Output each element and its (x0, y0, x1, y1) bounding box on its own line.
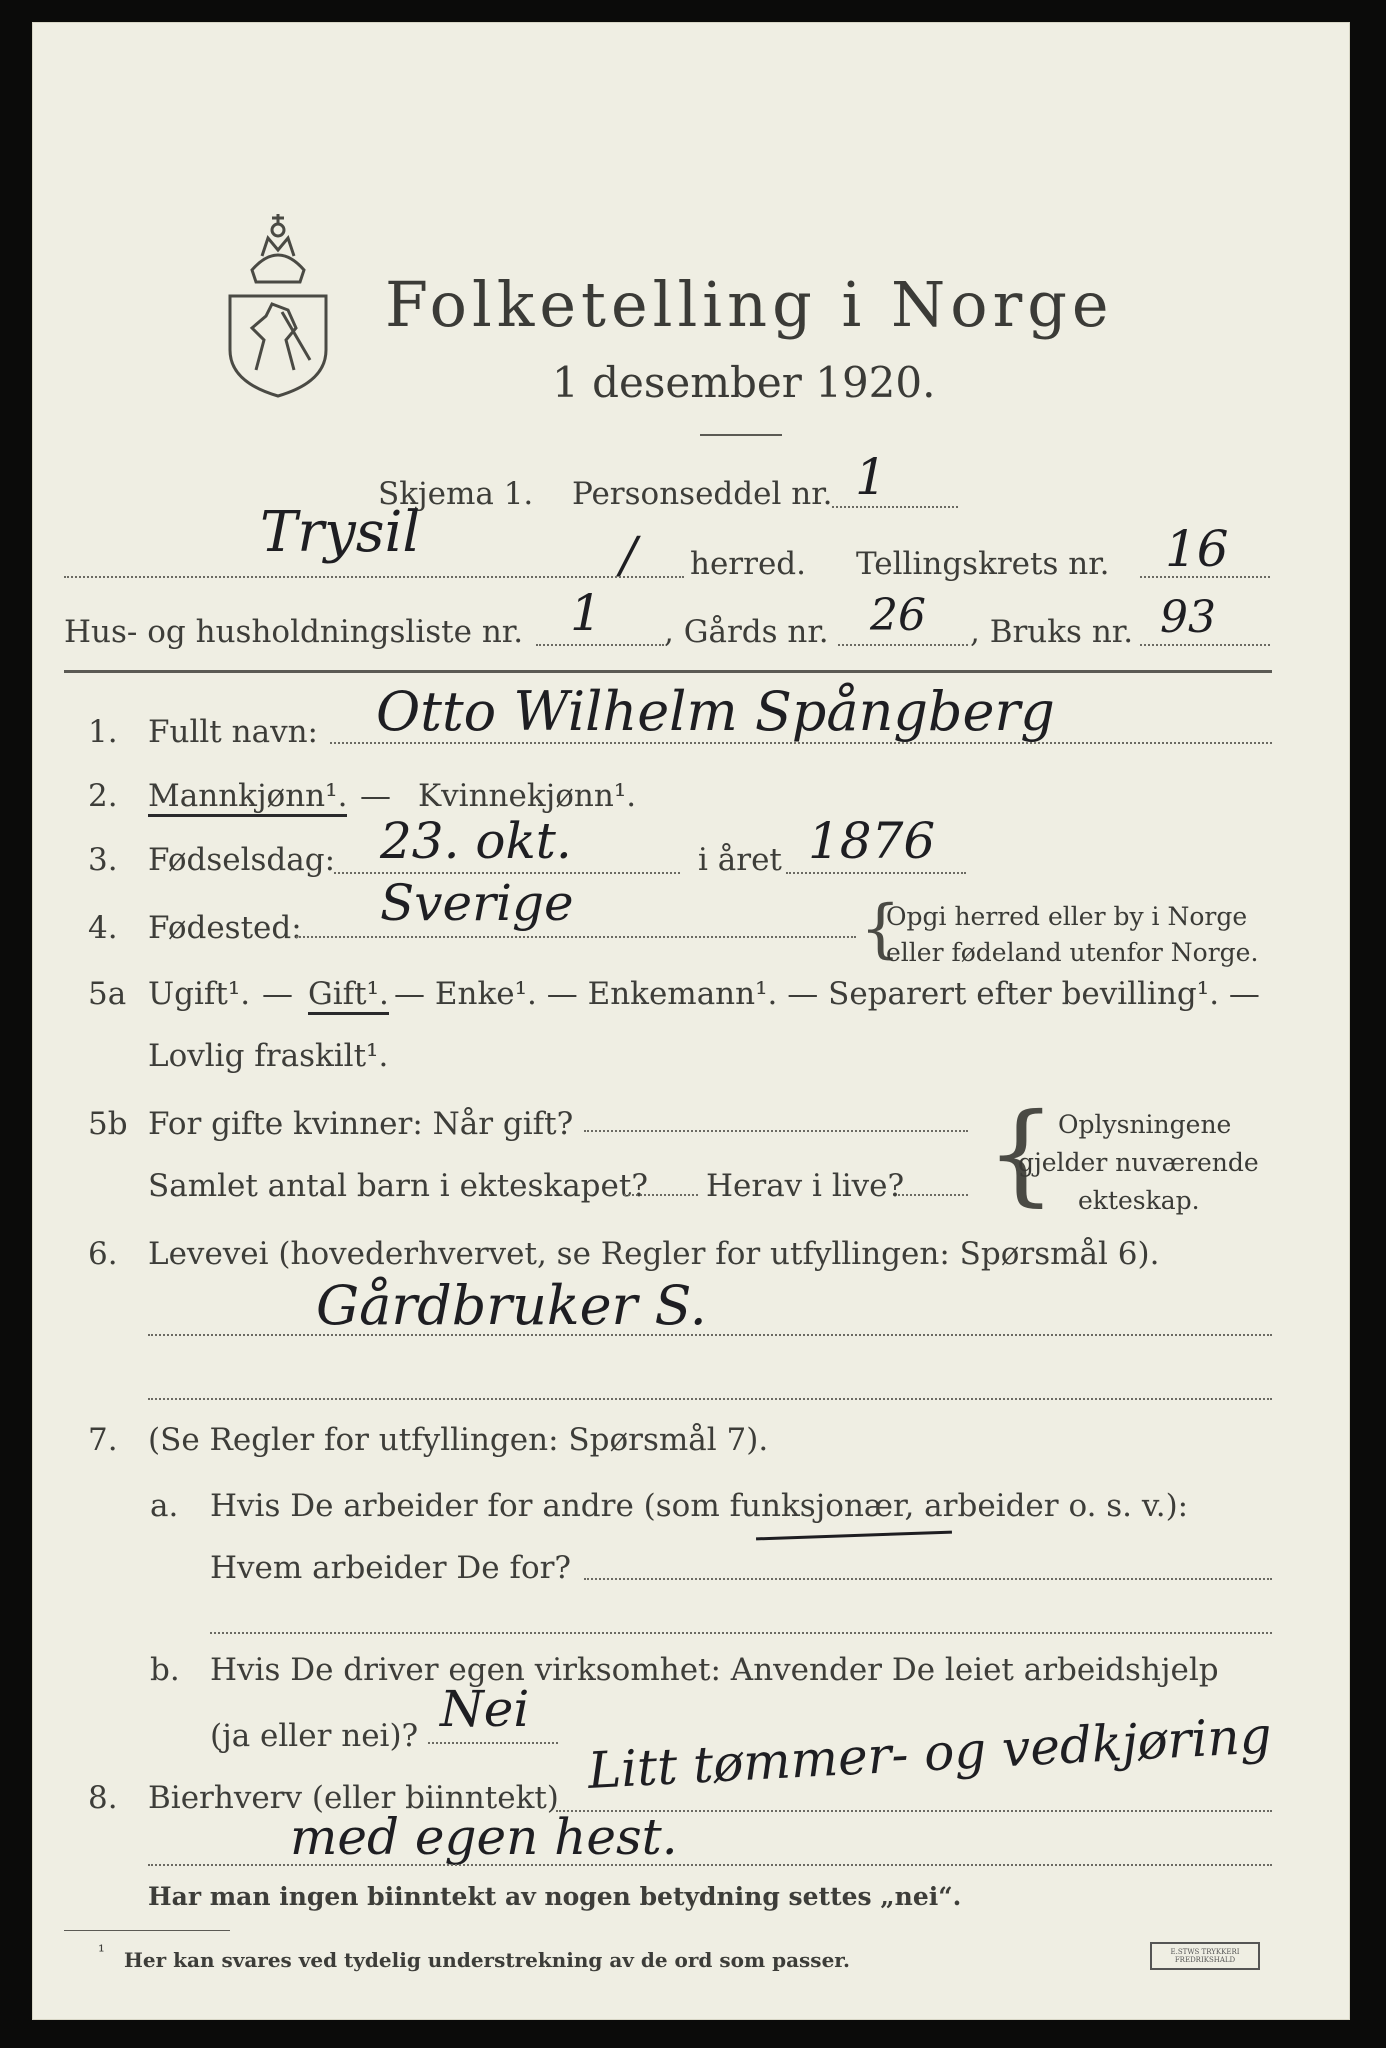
q5b-note1: Oplysningene (1058, 1110, 1232, 1139)
q5b-line2a: Samlet antal barn i ekteskapet? (148, 1168, 648, 1204)
q7a-line3-fill (210, 1632, 1272, 1634)
q5b-line1-fill (584, 1130, 968, 1132)
q3-year-line (786, 872, 966, 874)
bruks-label: , Bruks nr. (970, 614, 1134, 650)
herred-line (64, 576, 684, 578)
gards-value: 26 (870, 590, 926, 641)
q5b-line1: For gifte kvinner: Når gift? (148, 1106, 574, 1142)
q7b-value: Nei (440, 1680, 530, 1738)
footer-note: Har man ingen biinntekt av nogen betydning settes „nei“. (148, 1882, 962, 1911)
q4-note-line1: Opgi herred eller by i Norge (886, 902, 1248, 931)
q4-value: Sverige (380, 874, 574, 932)
form-date: 1 desember 1920. (552, 358, 936, 407)
q5a-separator: — (262, 976, 293, 1012)
personseddel-label: Personseddel nr. (572, 476, 833, 512)
q5a-rest: — Enke¹. — Enkemann¹. — Separert efter bevilling¹. — (394, 976, 1260, 1012)
q4-brace: { (860, 892, 901, 966)
q3-year-value: 1876 (808, 812, 936, 870)
q8-number: 8. (88, 1780, 118, 1816)
tellingskrets-value: 16 (1165, 520, 1229, 578)
q7-label: (Se Regler for utfyllingen: Spørsmål 7). (148, 1422, 769, 1458)
q7a-line1: Hvis De arbeider for andre (som funksjonær, arbeider o. s. v.): (210, 1488, 1189, 1524)
q5b-line2a-fill (624, 1194, 698, 1196)
q6-line1 (148, 1334, 1272, 1336)
q4-number: 4. (88, 910, 118, 946)
q8-label: Bierhverv (eller biinntekt) (148, 1780, 559, 1816)
q4-label: Fødested: (148, 910, 302, 946)
q1-value: Otto Wilhelm Spångberg (376, 680, 1055, 743)
hus-line (536, 644, 664, 646)
q2-number: 2. (88, 778, 118, 814)
q3-number: 3. (88, 842, 118, 878)
form-title: Folketelling i Norge (385, 268, 1114, 341)
herred-label: herred. (690, 546, 806, 582)
q1-number: 1. (88, 714, 118, 750)
q7b-line1: Hvis De driver egen virksomhet: Anvender De leiet arbeidshjelp (210, 1652, 1219, 1688)
q6-value: Gårdbruker S. (316, 1274, 707, 1337)
footnote-text: Her kan svares ved tydelig understrekning av de ord som passer. (124, 1948, 850, 1972)
personseddel-line (832, 506, 958, 508)
q3-year-label: i året (698, 842, 782, 878)
q4-line (296, 936, 856, 938)
herred-mark: / (620, 526, 637, 584)
printer-stamp: E.STWS TRYKKERI FREDRIKSHALD (1150, 1942, 1260, 1970)
q5b-note2: gjelder nuværende (1018, 1148, 1259, 1177)
q4-note-line2: eller fødeland utenfor Norge. (886, 938, 1259, 967)
footnote-rule (64, 1930, 230, 1931)
q2-female: Kvinnekjønn¹. (418, 778, 637, 814)
q8-value-line1: Litt tømmer- og vedkjøring (586, 1706, 1274, 1800)
q6-label: Levevei (hovederhvervet, se Regler for utfyllingen: Spørsmål 6). (148, 1236, 1160, 1272)
q2-male: Mannkjønn¹. (148, 778, 347, 817)
q5b-number: 5b (88, 1106, 128, 1142)
q2-separator: — (360, 778, 391, 814)
coat-of-arms-icon (222, 200, 334, 400)
q5a-gift: Gift¹. (308, 976, 389, 1015)
q5b-note3: ekteskap. (1078, 1186, 1200, 1215)
q3-value: 23. okt. (380, 812, 572, 870)
q5a-number: 5a (88, 976, 127, 1012)
q5b-line2b: Herav i live? (706, 1168, 905, 1204)
footnote-mark: ¹ (98, 1942, 105, 1962)
q6-line2 (148, 1398, 1272, 1400)
hus-value: 1 (570, 584, 602, 642)
hus-label: Hus- og husholdningsliste nr. (64, 614, 524, 650)
header-separator (64, 670, 1272, 673)
personseddel-value: 1 (855, 448, 887, 506)
q7-number: 7. (88, 1422, 118, 1458)
herred-value: Trysil (260, 500, 421, 565)
q5a-ugift: Ugift¹. (148, 976, 251, 1012)
q5a-line2: Lovlig fraskilt¹. (148, 1038, 389, 1074)
bruks-value: 93 (1160, 592, 1216, 643)
q7b-number: b. (150, 1652, 180, 1688)
q7b-line2-fill (428, 1742, 558, 1744)
q7a-line2-fill (584, 1578, 1272, 1580)
q5b-brace: { (986, 1089, 1056, 1217)
gards-line (838, 644, 968, 646)
bruks-line (1140, 644, 1270, 646)
q8-value-line2: med egen hest. (290, 1808, 678, 1866)
q1-label: Fullt navn: (148, 714, 318, 750)
q7a-number: a. (150, 1488, 179, 1524)
q8-line2 (148, 1864, 1272, 1866)
q7a-line2: Hvem arbeider De for? (210, 1550, 572, 1586)
q7b-line2: (ja eller nei)? (210, 1718, 419, 1754)
title-divider (700, 434, 782, 436)
q3-label: Fødselsdag: (148, 842, 336, 878)
q5b-line2b-fill (898, 1194, 968, 1196)
q6-number: 6. (88, 1236, 118, 1272)
tellingskrets-label: Tellingskrets nr. (856, 546, 1110, 582)
skjema-label: Skjema 1. (378, 476, 534, 512)
gards-label: , Gårds nr. (664, 614, 829, 650)
